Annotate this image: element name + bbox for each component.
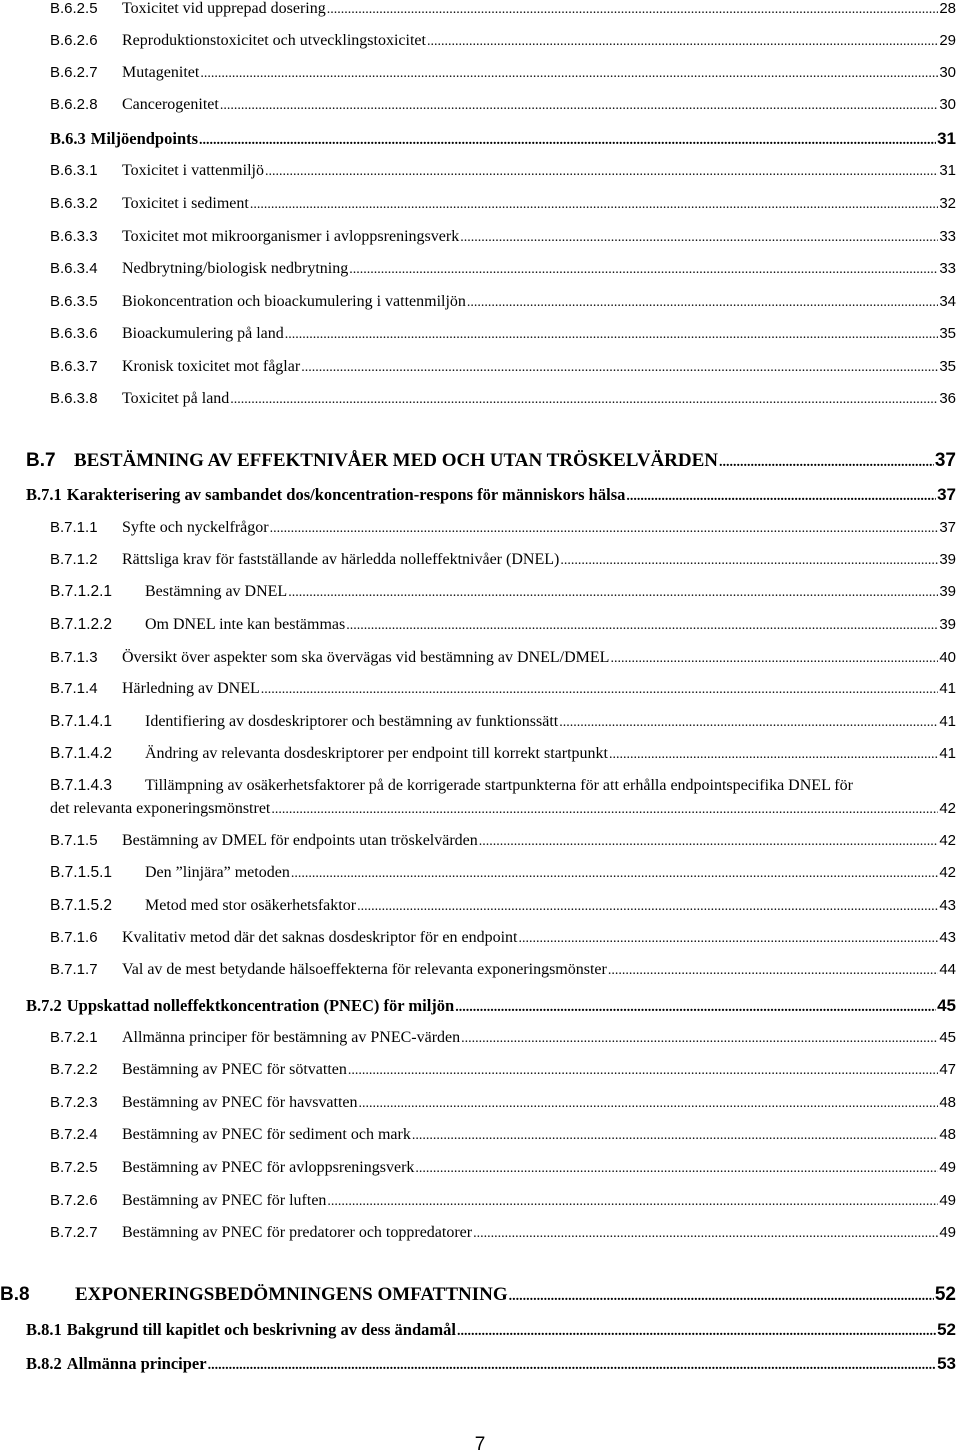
dot-leader <box>327 2 939 18</box>
toc-entry-page: 35 <box>939 325 956 342</box>
toc-entry-title: Härledning av DNEL <box>122 680 260 697</box>
toc-entry-page: 49 <box>939 1192 956 1209</box>
toc-entry-number: B.6.3 <box>50 129 86 148</box>
toc-entry[interactable] <box>50 616 956 634</box>
dot-leader <box>559 715 938 731</box>
toc-entry-page: 42 <box>939 864 956 881</box>
toc-entry-number: B.6.2.8 <box>50 96 98 113</box>
dot-leader <box>608 963 938 979</box>
toc-entry-number: B.7.1.1 <box>50 519 98 536</box>
toc-entry-page: 43 <box>939 897 956 914</box>
toc-entry-number: B.7.1 <box>26 485 62 504</box>
dot-leader <box>220 98 938 114</box>
toc-entry-title: Bakgrund till kapitlet och beskrivning av dess ändamål <box>66 1320 456 1339</box>
toc-entry-title: Bestämning av PNEC för predatorer och toppredatorer <box>122 1224 473 1241</box>
dot-leader <box>412 1128 938 1144</box>
dot-leader <box>291 866 938 882</box>
toc-entry-page: 43 <box>939 929 956 946</box>
toc-entry-page: 48 <box>939 1094 956 1111</box>
toc-entry-number: B.7.1.2.2 <box>50 616 113 633</box>
toc-entry-title: Uppskattad nolleffektkoncentration (PNEC) för miljön <box>66 996 455 1015</box>
toc-entry-title: Allmänna principer för bestämning av PNEC-värden <box>122 1029 461 1046</box>
toc-entry-page: 45 <box>939 1029 956 1046</box>
toc-entry-title: Mutagenitet <box>122 64 200 81</box>
toc-entry[interactable] <box>50 649 956 667</box>
toc-entry-page: 31 <box>937 129 956 148</box>
toc-entry[interactable] <box>26 485 956 505</box>
dot-leader <box>230 392 938 408</box>
toc-entry-page: 49 <box>939 1159 956 1176</box>
toc-entry[interactable] <box>50 0 956 18</box>
toc-entry[interactable] <box>50 64 956 82</box>
toc-entry-number: B.7.1.4.2 <box>50 745 113 762</box>
toc-entry[interactable] <box>26 450 956 472</box>
toc-entry[interactable] <box>26 1320 956 1340</box>
dot-leader <box>349 262 938 278</box>
toc-entry-page: 42 <box>939 800 956 817</box>
toc-entry-title: Nedbrytning/biologisk nedbrytning <box>122 260 349 277</box>
toc-entry-number: B.7.2.6 <box>50 1192 98 1209</box>
toc-entry-page: 28 <box>939 0 956 17</box>
toc-entry[interactable] <box>50 358 956 376</box>
toc-entry[interactable] <box>50 864 956 882</box>
toc-entry[interactable] <box>50 32 956 50</box>
dot-leader <box>357 899 938 915</box>
toc-entry-number: B.6.3.3 <box>50 228 98 245</box>
toc-entry-page: 37 <box>937 485 956 504</box>
toc-entry-title: Toxicitet på land <box>122 390 230 407</box>
dot-leader <box>327 1194 938 1210</box>
toc-entry-page: 49 <box>939 1224 956 1241</box>
toc-entry-number: B.6.3.7 <box>50 358 98 375</box>
toc-entry-page: 29 <box>939 32 956 49</box>
toc-entry-number: B.7.1.4.3 <box>50 777 113 794</box>
dot-leader <box>285 327 939 343</box>
toc-entry[interactable] <box>50 713 956 731</box>
toc-entry-page: 53 <box>937 1354 956 1373</box>
dot-leader <box>460 230 938 246</box>
toc-entry-title: Kronisk toxicitet mot fåglar <box>122 358 301 375</box>
toc-entry-title: Cancerogenitet <box>122 96 219 113</box>
toc-entry[interactable] <box>50 96 956 114</box>
dot-leader <box>346 618 938 634</box>
toc-entry[interactable] <box>50 325 956 343</box>
toc-entry-number: B.7.1.5.2 <box>50 897 113 914</box>
toc-entry-title: Metod med stor osäkerhetsfaktor <box>145 897 357 914</box>
toc-entry[interactable] <box>50 897 956 915</box>
dot-leader <box>467 295 938 311</box>
toc-entry-number: B.7.1.5.1 <box>50 864 113 881</box>
toc-entry-page: 52 <box>934 1284 956 1305</box>
dot-leader <box>479 834 939 850</box>
toc-entry-title: Bestämning av DMEL för endpoints utan tröskelvärden <box>122 832 478 849</box>
toc-entry-number: B.6.2.5 <box>50 0 98 17</box>
toc-entry-title: Syfte och nyckelfrågor <box>122 519 269 536</box>
dot-leader <box>270 521 939 537</box>
toc-entry[interactable] <box>50 195 956 213</box>
toc-entry-page: 39 <box>939 551 956 568</box>
toc-entry[interactable] <box>50 1126 956 1144</box>
toc-entry-title: Toxicitet mot mikroorganismer i avloppsreningsverk <box>122 228 460 245</box>
toc-entry-page: 41 <box>939 713 956 730</box>
toc-entry-number: B.7.1.6 <box>50 929 98 946</box>
dot-leader <box>415 1161 938 1177</box>
toc-entry-title: Kvalitativ metod där det saknas dosdeskriptor för en endpoint <box>122 929 518 946</box>
toc-entry-page: 35 <box>939 358 956 375</box>
toc-entry-number: B.7.1.7 <box>50 961 98 978</box>
dot-leader <box>610 651 938 667</box>
dot-leader <box>427 34 938 50</box>
toc-entry-number: B.7.2.5 <box>50 1159 98 1176</box>
dot-leader <box>626 489 936 505</box>
dot-leader <box>509 1289 934 1305</box>
toc-entry-title: Översikt över aspekter som ska övervägas vid bestämning av DNEL/DMEL <box>122 649 610 666</box>
toc-entry-title: Toxicitet i vattenmiljö <box>122 162 264 179</box>
toc-entry-page: 44 <box>939 961 956 978</box>
toc-entry-page: 37 <box>939 519 956 536</box>
toc-entry[interactable] <box>50 129 956 149</box>
toc-entry-title: Den ”linjära” metoden <box>145 864 290 881</box>
toc-entry-page: 31 <box>939 162 956 179</box>
toc-entry[interactable] <box>50 551 956 569</box>
toc-entry-number: B.7.2.1 <box>50 1029 98 1046</box>
toc-entry-number: B.6.2.6 <box>50 32 98 49</box>
toc-entry-title: BESTÄMNING AV EFFEKTNIVÅER MED OCH UTAN TRÖSKELVÄRDEN <box>74 450 719 471</box>
toc-entry[interactable] <box>50 745 956 763</box>
toc-entry-number: B.6.3.6 <box>50 325 98 342</box>
toc-entry[interactable] <box>50 583 956 601</box>
toc-entry-number: B.7.1.4.1 <box>50 713 113 730</box>
toc-entry-title: Toxicitet vid upprepad dosering <box>122 0 326 17</box>
toc-entry-number: B.7.2 <box>26 996 62 1015</box>
toc-entry-number: B.7.1.3 <box>50 649 98 666</box>
toc-entry-title: Toxicitet i sediment <box>122 195 249 212</box>
toc-entry-title: Bestämning av PNEC för havsvatten <box>122 1094 358 1111</box>
dot-leader <box>261 682 939 698</box>
dot-leader <box>250 197 938 213</box>
toc-entry-number: B.7 <box>26 450 56 471</box>
toc-entry[interactable] <box>26 996 956 1016</box>
toc-entry-title: Rättsliga krav för fastställande av härledda nolleffektnivåer (DNEL) <box>122 551 560 568</box>
toc-entry-number: B.7.2.2 <box>50 1061 98 1078</box>
toc-entry[interactable] <box>50 1029 956 1047</box>
dot-leader <box>719 455 934 471</box>
toc-entry-number: B.6.3.5 <box>50 293 98 310</box>
toc-entry[interactable] <box>26 1354 956 1374</box>
toc-entry-number: B.7.1.4 <box>50 680 98 697</box>
toc-entry-number: B.7.2.7 <box>50 1224 98 1241</box>
toc-entry-page: 45 <box>937 996 956 1015</box>
toc-entry-title: Bestämning av DNEL <box>145 583 288 600</box>
toc-entry-title: Ändring av relevanta dosdeskriptorer per endpoint till korrekt startpunkt <box>145 745 608 762</box>
dot-leader <box>348 1063 938 1079</box>
toc-entry-number: B.6.3.2 <box>50 195 98 212</box>
dot-leader <box>518 931 938 947</box>
toc-entry[interactable] <box>50 777 956 795</box>
toc-entry-page: 47 <box>939 1061 956 1078</box>
dot-leader <box>457 1324 936 1340</box>
toc-entry-title: Om DNEL inte kan bestämmas <box>145 616 346 633</box>
toc-entry-title: Val av de mest betydande hälsoeffekterna för relevanta exponeringsmönster <box>122 961 607 978</box>
toc-entry[interactable] <box>50 929 956 947</box>
toc-entry-page: 33 <box>939 228 956 245</box>
toc-entry-page: 34 <box>939 293 956 310</box>
toc-entry-title: Bioackumulering på land <box>122 325 284 342</box>
toc-entry-page: 42 <box>939 832 956 849</box>
dot-leader <box>461 1031 938 1047</box>
toc-entry-number: B.7.2.4 <box>50 1126 98 1143</box>
toc-entry-page: 32 <box>939 195 956 212</box>
toc-entry-title: Karakterisering av sambandet dos/koncentration-respons för människors hälsa <box>66 485 626 504</box>
toc-entry-title: Miljöendpoints <box>90 129 199 148</box>
toc-entry[interactable] <box>50 390 956 408</box>
toc-entry-title: Tillämpning av osäkerhetsfaktorer på de korrigerade startpunkterna för att erhålla endpointspecifika DNEL för <box>145 777 853 794</box>
toc-entry-number: B.6.3.8 <box>50 390 98 407</box>
toc-entry[interactable] <box>50 1061 956 1079</box>
toc-entry[interactable] <box>0 1284 956 1306</box>
toc-entry-number: B.6.3.4 <box>50 260 98 277</box>
toc-entry-title: Reproduktionstoxicitet och utvecklingstoxicitet <box>122 32 426 49</box>
toc-entry-number: B.7.2.3 <box>50 1094 98 1111</box>
toc-entry-page: 48 <box>939 1126 956 1143</box>
toc-entry[interactable] <box>50 228 956 246</box>
toc-entry[interactable] <box>50 293 956 311</box>
toc-entry-number: B.8 <box>0 1284 30 1305</box>
toc-entry-page: 30 <box>939 64 956 81</box>
toc-entry-page: 41 <box>939 745 956 762</box>
toc-entry-title: Bestämning av PNEC för avloppsreningsverk <box>122 1159 415 1176</box>
toc-entry-continuation[interactable] <box>50 800 956 818</box>
toc-entry[interactable] <box>50 1224 956 1242</box>
toc-entry-number: B.6.3.1 <box>50 162 98 179</box>
toc-entry[interactable] <box>50 961 956 979</box>
dot-leader <box>265 164 938 180</box>
dot-leader <box>199 133 936 149</box>
dot-leader <box>359 1096 939 1112</box>
toc-entry[interactable] <box>50 260 956 278</box>
dot-leader <box>208 1358 937 1374</box>
toc-entry-page: 41 <box>939 680 956 697</box>
toc-entry[interactable] <box>50 680 956 698</box>
toc-entry-title-continued: det relevanta exponeringsmönstret <box>50 800 271 817</box>
toc-entry-title: Allmänna principer <box>66 1354 207 1373</box>
dot-leader <box>455 1000 936 1016</box>
toc-entry[interactable] <box>50 1159 956 1177</box>
toc-entry-page: 52 <box>937 1320 956 1339</box>
toc-entry[interactable] <box>50 162 956 180</box>
dot-leader <box>473 1226 938 1242</box>
toc-entry-title: Identifiering av dosdeskriptorer och bestämning av funktionssätt <box>145 713 559 730</box>
toc-entry-page: 36 <box>939 390 956 407</box>
dot-leader <box>609 747 938 763</box>
toc-entry[interactable] <box>50 832 956 850</box>
toc-entry-page: 37 <box>934 450 956 471</box>
toc-entry-number: B.7.1.5 <box>50 832 98 849</box>
toc-entry-number: B.8.2 <box>26 1354 62 1373</box>
dot-leader <box>301 360 938 376</box>
toc-entry-title: Bestämning av PNEC för luften <box>122 1192 327 1209</box>
toc-entry-number: B.8.1 <box>26 1320 62 1339</box>
toc-entry-page: 40 <box>939 649 956 666</box>
toc-entry-number: B.6.2.7 <box>50 64 98 81</box>
page-number: 7 <box>474 1434 486 1455</box>
toc-entry-page: 39 <box>939 583 956 600</box>
toc-entry-title: Bestämning av PNEC för sötvatten <box>122 1061 347 1078</box>
toc-entry-title: EXPONERINGSBEDÖMNINGENS OMFATTNING <box>75 1284 508 1305</box>
toc-entry-title: Biokoncentration och bioackumulering i vattenmiljön <box>122 293 466 310</box>
toc-entry[interactable] <box>50 1094 956 1112</box>
toc-entry[interactable] <box>50 1192 956 1210</box>
toc-entry[interactable] <box>50 519 956 537</box>
dot-leader <box>560 553 938 569</box>
dot-leader <box>271 802 938 818</box>
toc-entry-number: B.7.1.2 <box>50 551 98 568</box>
dot-leader <box>288 585 938 601</box>
toc-entry-page: 33 <box>939 260 956 277</box>
toc-entry-number: B.7.1.2.1 <box>50 583 113 600</box>
dot-leader <box>200 66 938 82</box>
toc-entry-page: 39 <box>939 616 956 633</box>
toc-entry-title: Bestämning av PNEC för sediment och mark <box>122 1126 411 1143</box>
toc-entry-page: 30 <box>939 96 956 113</box>
